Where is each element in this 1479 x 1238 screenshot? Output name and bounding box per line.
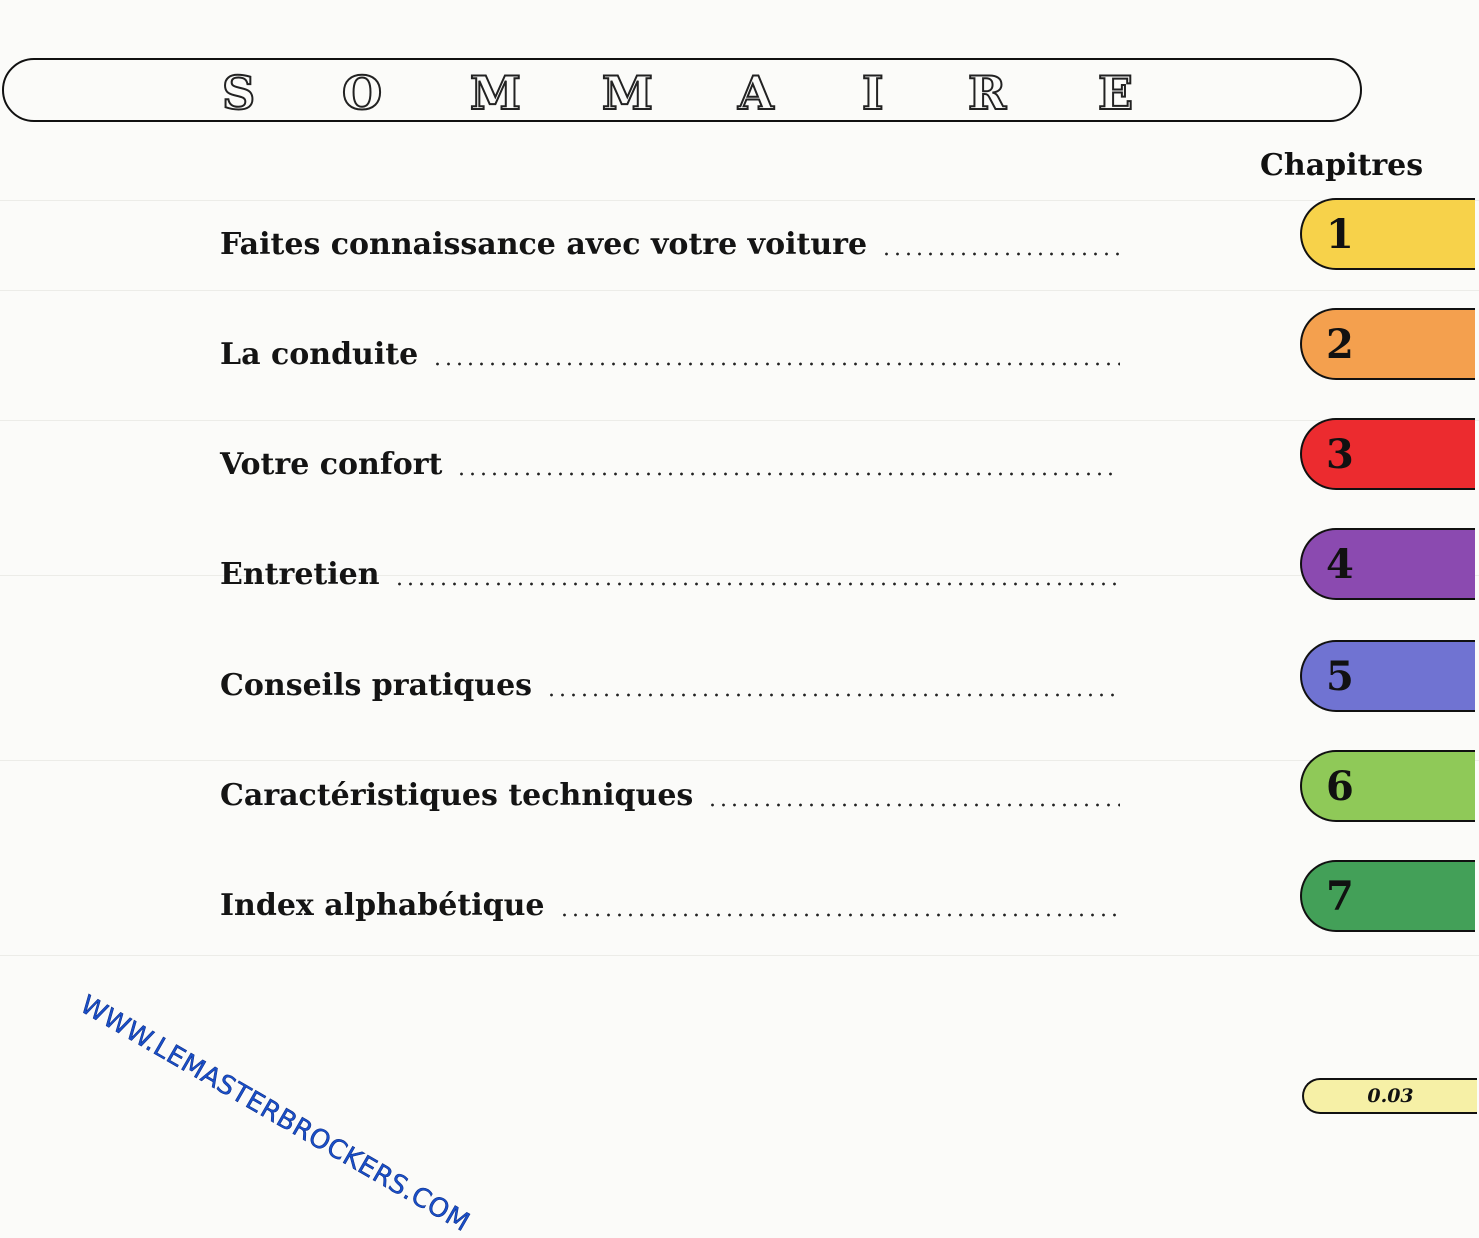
toc-label: La conduite: [220, 337, 419, 372]
chapters-heading: Chapitres: [1260, 148, 1424, 183]
chapter-number: 3: [1326, 430, 1354, 478]
chapter-tab-2[interactable]: [1300, 308, 1475, 380]
dot-leader: [394, 582, 1120, 586]
toc-label: Entretien: [220, 557, 380, 592]
title-letter: R: [968, 66, 1007, 120]
toc-entry-3[interactable]: [220, 440, 1120, 480]
chapter-number: 4: [1326, 540, 1354, 588]
chapter-tab-7[interactable]: [1300, 860, 1475, 932]
chapter-tab-5[interactable]: [1300, 640, 1475, 712]
toc-label: Conseils pratiques: [220, 668, 533, 703]
chapter-tab-3[interactable]: [1300, 418, 1475, 490]
watermark-text: WWW.LEMASTERBROCKERS.COM: [75, 990, 475, 1238]
toc-label: Votre confort: [220, 447, 443, 482]
page-number: 0.03: [1367, 1085, 1414, 1107]
chapter-number: 6: [1326, 762, 1354, 810]
toc-entry-6[interactable]: [220, 771, 1120, 811]
toc-entry-2[interactable]: [220, 330, 1120, 370]
dot-leader: [881, 252, 1120, 256]
title-letter: E: [1098, 66, 1134, 120]
toc-entry-7[interactable]: [220, 881, 1120, 921]
chapter-number: 1: [1326, 210, 1354, 258]
title-letter: O: [342, 66, 383, 120]
toc-label: Faites connaissance avec votre voiture: [220, 227, 868, 262]
chapter-tab-4[interactable]: [1300, 528, 1475, 600]
dot-leader: [432, 362, 1120, 366]
dot-leader: [559, 913, 1121, 917]
title-letter: S: [222, 66, 256, 120]
title-letter: A: [738, 66, 774, 120]
toc-entry-1[interactable]: [220, 220, 1120, 260]
page-number-badge: [1302, 1078, 1477, 1114]
dot-leader: [546, 693, 1120, 697]
dot-leader: [456, 472, 1120, 476]
chapter-tab-6[interactable]: [1300, 750, 1475, 822]
title-banner: [2, 58, 1362, 122]
toc-entry-5[interactable]: [220, 661, 1120, 701]
chapter-number: 7: [1326, 872, 1354, 920]
toc-label: Caractéristiques techniques: [220, 778, 694, 813]
dot-leader: [707, 803, 1120, 807]
chapter-number: 5: [1326, 652, 1354, 700]
toc-entry-4[interactable]: [220, 550, 1120, 590]
title-letter: M: [470, 66, 521, 120]
chapter-number: 2: [1326, 320, 1354, 368]
title-letter: I: [862, 66, 884, 120]
title-letter: M: [602, 66, 653, 120]
chapter-tab-1[interactable]: [1300, 198, 1475, 270]
toc-label: Index alphabétique: [220, 888, 545, 923]
